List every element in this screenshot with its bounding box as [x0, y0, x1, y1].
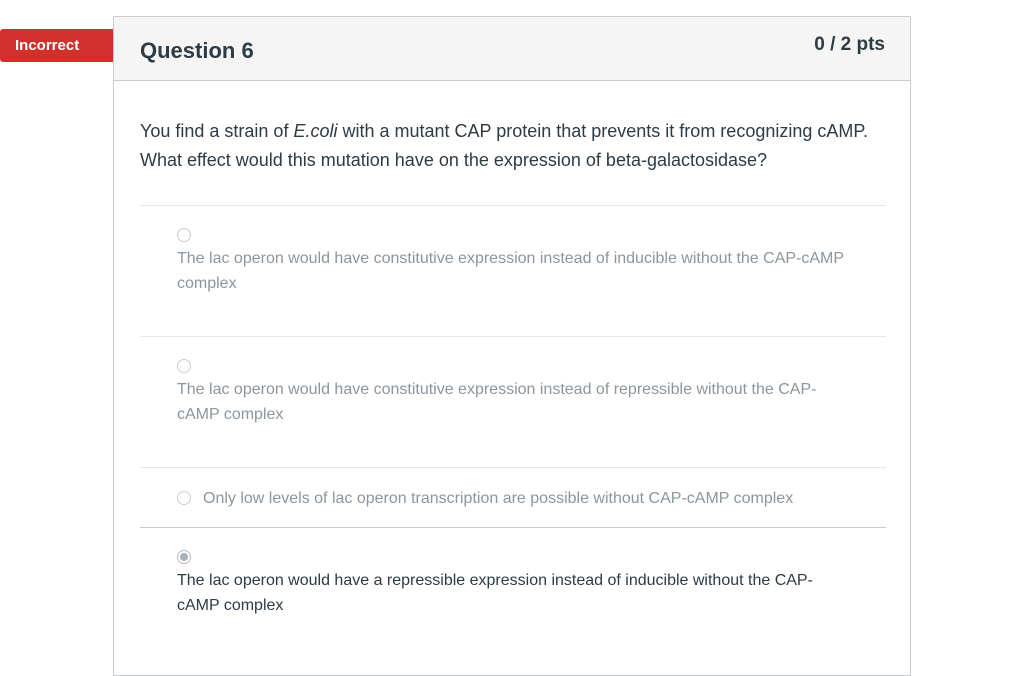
answer-label-4: The lac operon would have a repressible expression instead of inducible without the CAP-cAMP complex — [177, 572, 813, 614]
question-text-part-1: You find a strain of — [140, 121, 294, 141]
question-text — [140, 117, 890, 175]
question-points: 0 / 2 pts — [814, 34, 885, 55]
question-text-part-2: with a mutant CAP protein that prevents it from recognizing cAMP. What effect would this mutation have on the expression of beta-galactosidase? — [140, 121, 869, 170]
question-title: Question 6 — [140, 38, 254, 63]
answer-option-2[interactable] — [140, 336, 886, 467]
question-header — [114, 17, 910, 81]
answer-list — [140, 205, 886, 657]
answer-label-3: Only low levels of lac operon transcription are possible without CAP-cAMP complex — [203, 490, 794, 507]
answer-option-1[interactable] — [140, 205, 886, 336]
radio-button-3[interactable] — [177, 491, 191, 505]
answer-label-1: The lac operon would have constitutive expression instead of inducible without the CAP-cAMP complex — [177, 250, 844, 292]
incorrect-badge: Incorrect — [0, 29, 118, 62]
question-text-italic: E.coli — [293, 121, 338, 141]
question-card — [113, 16, 911, 676]
radio-button-1[interactable] — [177, 228, 191, 242]
answer-label-2: The lac operon would have constitutive expression instead of repressible without the CAP-cAMP complex — [177, 381, 817, 423]
radio-button-4-selected[interactable] — [177, 550, 191, 564]
radio-button-2[interactable] — [177, 359, 191, 373]
answer-option-4-selected[interactable] — [140, 527, 886, 657]
answer-option-3[interactable] — [140, 467, 886, 527]
